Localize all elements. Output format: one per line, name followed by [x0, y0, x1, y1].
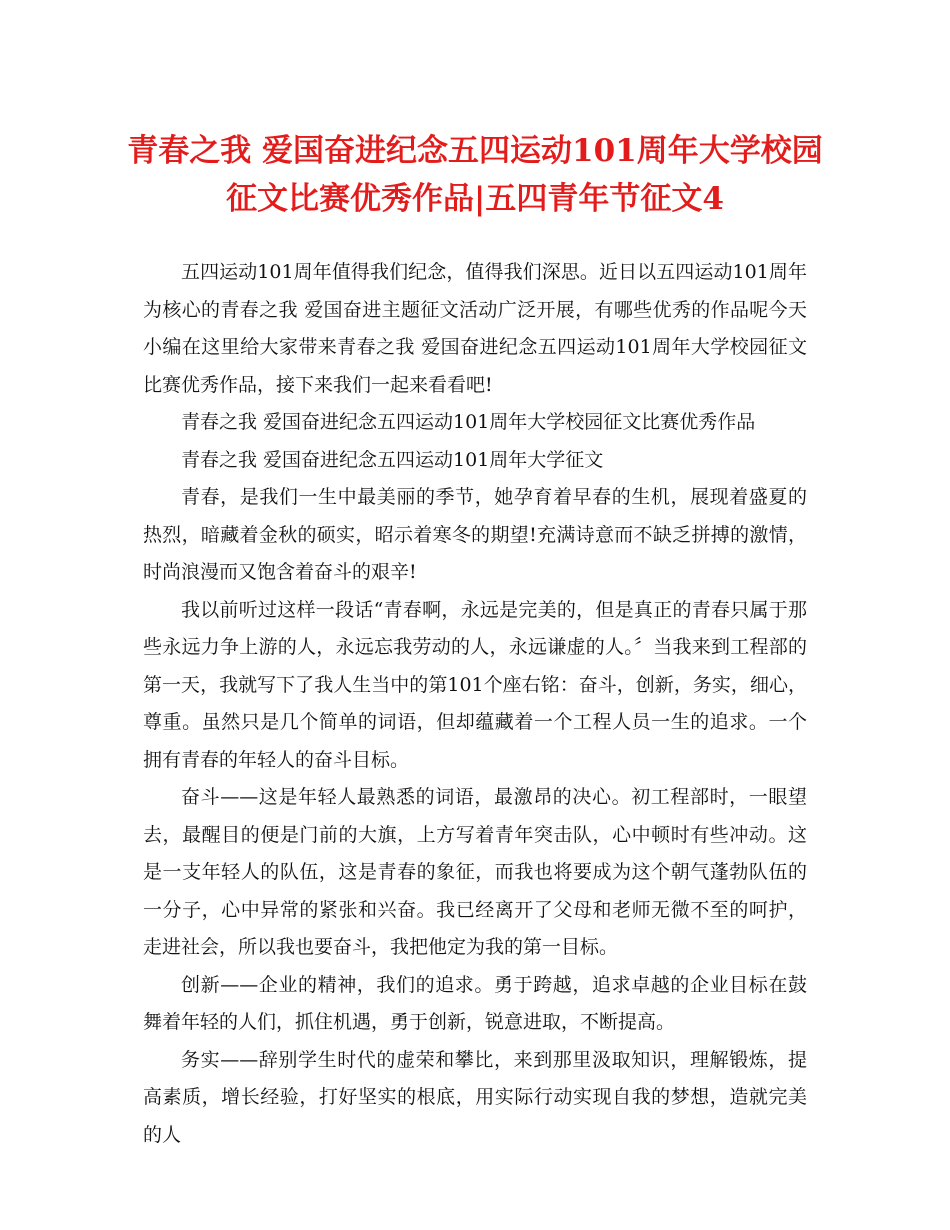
document-title: 青春之我 爱国奋进纪念五四运动101周年大学校园征文比赛优秀作品|五四青年节征文4 [127, 133, 823, 217]
paragraph-youth: 青春，是我们一生中最美丽的季节，她孕育着早春的生机，展现着盛夏的热烈，暗藏着金秋的硕实，昭示着寒冬的期望!充满诗意而不缺乏拼搏的激情，时尚浪漫而又饱含着奋斗的艰辛! [143, 486, 807, 583]
paragraph-pragmatism: 务实——辞别学生时代的虚荣和攀比，来到那里汲取知识，理解锻炼，提高素质，增长经验，打好坚实的根底，用实际行动实现自我的梦想，造就完美的人 [143, 1048, 807, 1146]
paragraph-motto: 我以前听过这样一段话“青春啊，永远是完美的，但是真正的青春只属于那些永远力争上游的人，永远忘我劳动的人，永远谦虚的人。〞当我来到工程部的第一天，我就写下了我人生当中的第101个座右铭：奋斗，创新，务实，细心，尊重。虽然只是几个简单的词语，但却蕴藏着一个工程人员一生的追求。一个拥有青春的年轻人的奋斗目标。 [143, 598, 807, 771]
paragraph-subheading-2: 青春之我 爱国奋进纪念五四运动101周年大学征文 [181, 448, 604, 471]
paragraph-subheading-1: 青春之我 爱国奋进纪念五四运动101周年大学校园征文比赛优秀作品 [181, 411, 756, 433]
document-body [143, 254, 807, 1154]
paragraph-striving: 奋斗——这是年轻人最熟悉的词语，最激昂的决心。初工程部时，一眼望去，最醒目的便是门前的大旗，上方写着青年突击队，心中顿时有些冲动。这是一支年轻人的队伍，这是青春的象征，而我也将要成为这个朝气蓬勃队伍的一分子，心中异常的紧张和兴奋。我已经离开了父母和老师无微不至的呵护，走进社会，所以我也要奋斗，我把他定为我的第一目标。 [143, 786, 807, 958]
paragraph-intro: 五四运动101周年值得我们纪念，值得我们深思。近日以五四运动101周年为核心的青春之我 爱国奋进主题征文活动广泛开展，有哪些优秀的作品呢今天小编在这里给大家带来青春之我 爱国奋进纪念五四运动101周年大学校园征文比赛优秀作品，接下来我们一起来看看吧! [143, 261, 807, 396]
paragraph-innovation: 创新——企业的精神，我们的追求。勇于跨越，追求卓越的企业目标在鼓舞着年轻的人们，抓住机遇，勇于创新，锐意进取，不断提高。 [143, 973, 807, 1033]
